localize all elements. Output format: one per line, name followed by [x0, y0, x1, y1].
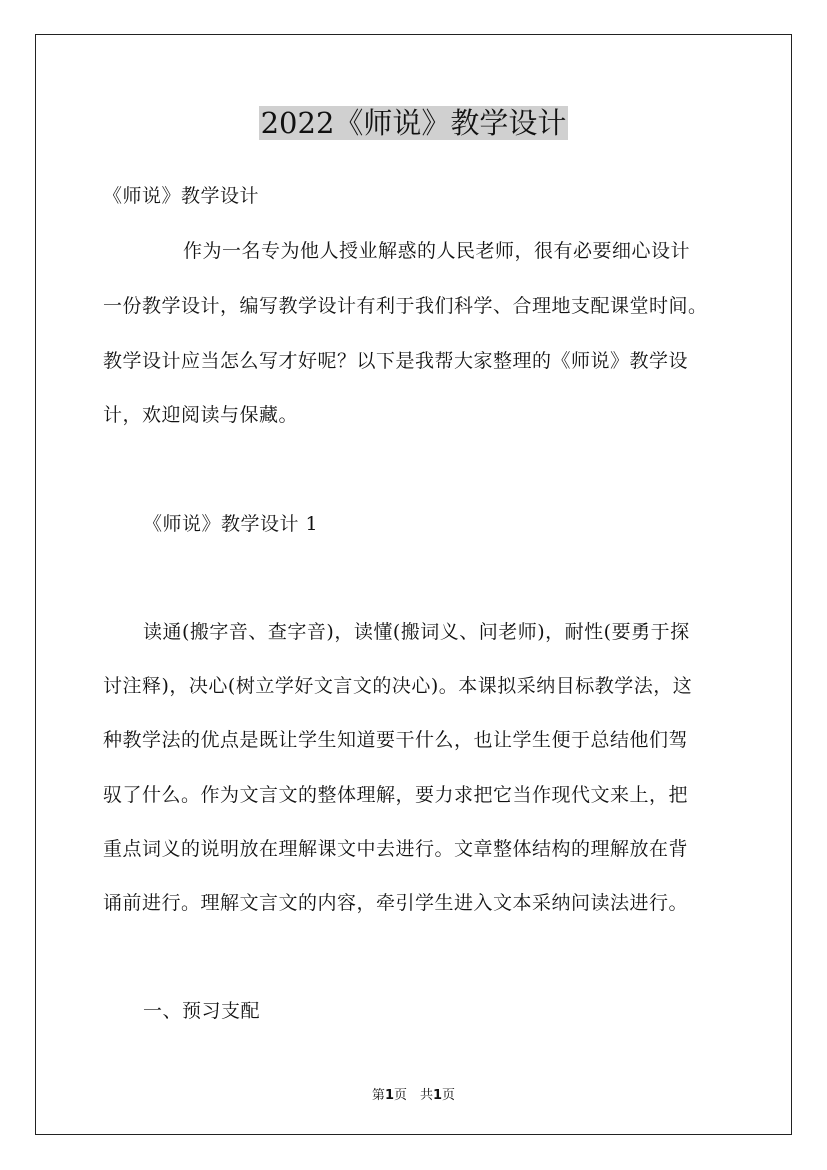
footer-page-number: 1: [384, 1088, 394, 1103]
document-subtitle: 《师说》教学设计: [103, 185, 260, 207]
subsection-heading: 一、预习支配: [143, 1000, 261, 1022]
body-line-2: 讨注释)，决心(树立学好文言文的决心)。本课拟采纳目标教学法，这: [103, 675, 693, 697]
body-line-1: 读通(搬字音、查字音)，读懂(搬词义、问老师)，耐性(要勇于探: [143, 621, 690, 643]
intro-line-2: 一份教学设计，编写教学设计有利于我们科学、合理地支配课堂时间。: [103, 295, 708, 317]
footer-page-prefix: 第: [371, 1088, 385, 1103]
intro-line-4: 计，欢迎阅读与保藏。: [103, 404, 299, 426]
intro-line-1: 作为一名专为他人授业解惑的人民老师，很有必要细心设计: [183, 240, 691, 262]
document-title-text: 2022《师说》教学设计: [260, 106, 567, 140]
section-heading: 《师说》教学设计 1: [143, 513, 319, 535]
page-footer: [0, 1084, 827, 1103]
footer-page-mid: 页 共: [393, 1088, 433, 1103]
document-title: [0, 103, 827, 143]
body-line-5: 重点词义的说明放在理解课文中去进行。文章整体结构的理解放在背: [103, 838, 689, 860]
body-line-6: 诵前进行。理解文言文的内容，牵引学生进入文本采纳问读法进行。: [103, 892, 689, 914]
footer-page-suffix: 页: [442, 1088, 456, 1103]
footer-page-total: 1: [433, 1088, 443, 1103]
body-line-4: 驭了什么。作为文言文的整体理解，要力求把它当作现代文来上，把: [103, 784, 689, 806]
body-line-3: 种教学法的优点是既让学生知道要干什么，也让学生便于总结他们驾: [103, 729, 689, 751]
intro-line-3: 教学设计应当怎么写才好呢？以下是我帮大家整理的《师说》教学设: [103, 350, 689, 372]
